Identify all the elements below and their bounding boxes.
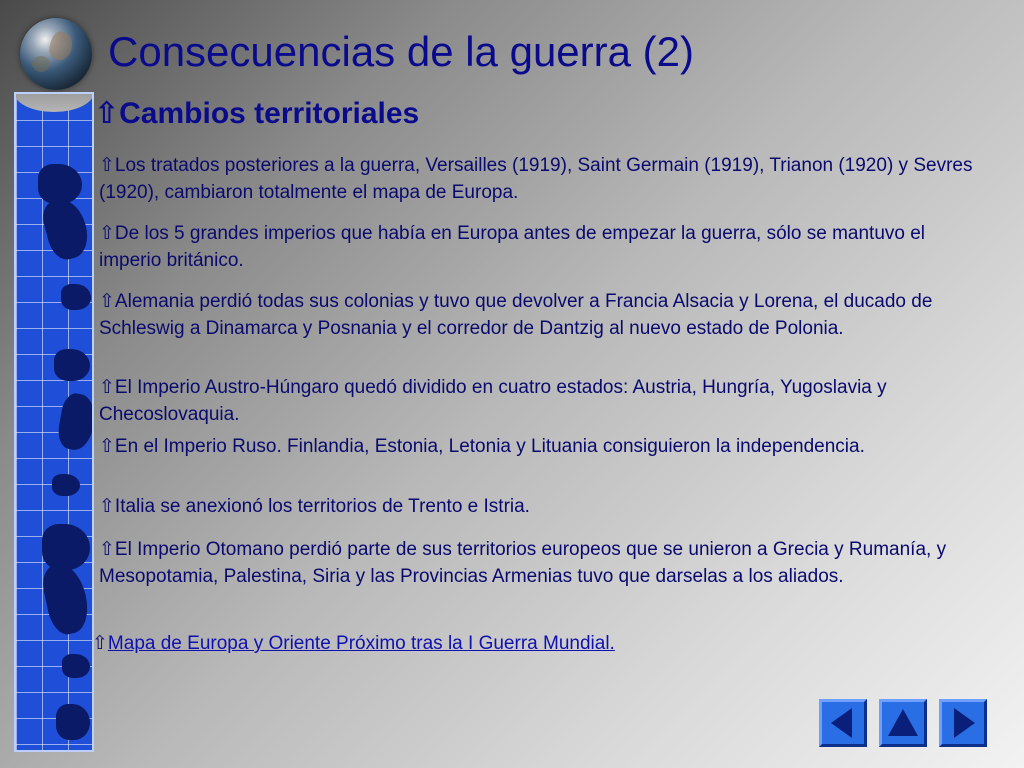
arrow-left-icon [822,702,864,744]
arrow-up-icon [882,702,924,744]
bullet-item [99,433,999,460]
bullet-arrow-icon: ⇧ [99,222,115,244]
bullet-text: Italia se anexionó los territorios de Trento e Istria. [114,496,530,517]
bullet-item [99,152,999,206]
bullet-text: Alemania perdió todas sus colonias y tuvo que devolver a Francia Alsacia y Lorena, el ducado de Schleswig a Dinamarca y Posnania y el corredor de Dantzig al nuevo estado de Polonia. [99,291,933,339]
bullet-arrow-icon: ⇧ [94,96,120,131]
globe-icon [20,18,92,90]
bullet-text: En el Imperio Ruso. Finlandia, Estonia, Letonia y Lituania consiguieron la independencia. [114,436,865,457]
arrow-right-icon [942,702,984,744]
bullet-text: De los 5 grandes imperios que había en Europa antes de empezar la guerra, sólo se mantuvo el imperio británico. [99,223,926,271]
bullet-item [99,493,999,520]
bullet-item [99,536,979,590]
bullet-text: El Imperio Austro-Húngaro quedó dividido en cuatro estados: Austria, Hungría, Yugoslavia y Checoslovaquia. [99,377,887,425]
bullet-text: El Imperio Otomano perdió parte de sus territorios europeos que se unieron a Grecia y Rumanía, y Mesopotamia, Palestina, Siria y las Provincias Armenias tuvo que darselas a los aliados. [99,539,947,587]
link-item [92,630,615,657]
bullet-text: Los tratados posteriores a la guerra, Versailles (1919), Saint Germain (1919), Trianon (1920) y Sevres (1920), cambiaron totalmente el mapa de Europa. [99,155,973,203]
bullet-arrow-icon: ⇧ [92,632,108,654]
previous-slide-button[interactable] [819,699,867,747]
bullet-arrow-icon: ⇧ [99,495,115,517]
bullet-item [99,220,979,274]
subtitle-text: Cambios territoriales [119,97,420,130]
bullet-item [99,374,999,428]
bullet-arrow-icon: ⇧ [99,538,115,560]
bullet-arrow-icon: ⇧ [99,376,115,398]
slide-subtitle [94,96,419,131]
bullet-item [99,288,999,342]
slide-title: Consecuencias de la guerra (2) [108,28,694,75]
bullet-arrow-icon: ⇧ [99,290,115,312]
next-slide-button[interactable] [939,699,987,747]
decorative-map-strip [14,92,94,752]
home-slide-button[interactable] [879,699,927,747]
bullet-arrow-icon: ⇧ [99,435,115,457]
europe-map-link[interactable]: Mapa de Europa y Oriente Próximo tras la I Guerra Mundial. [107,633,615,654]
bullet-arrow-icon: ⇧ [99,154,115,176]
